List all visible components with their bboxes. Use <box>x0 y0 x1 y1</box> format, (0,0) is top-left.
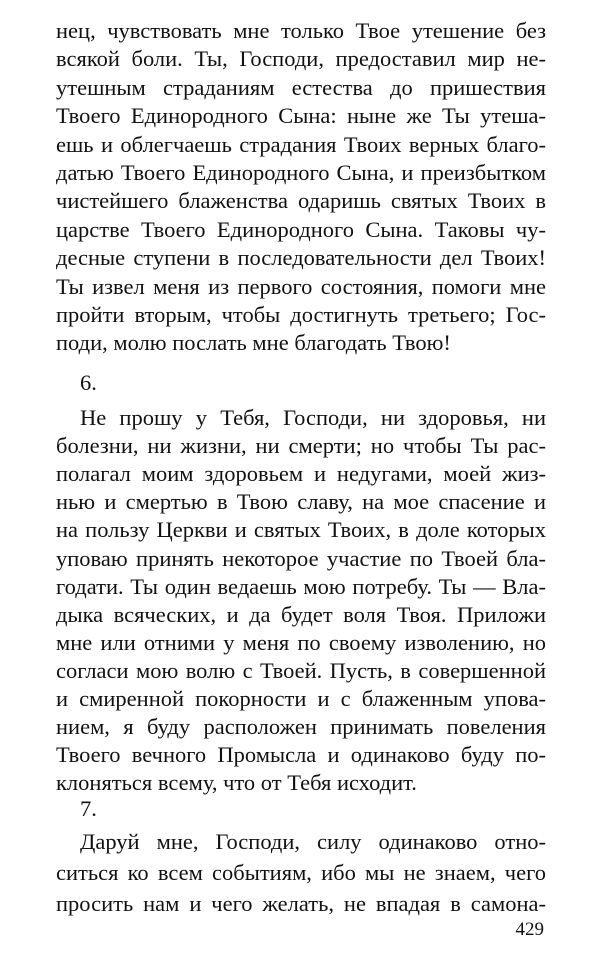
text-line: нием, я буду расположен принимать повеления <box>56 714 546 740</box>
page-number: 429 <box>515 919 544 940</box>
text-line: ситься ко всем событиям, ибо мы не знаем, чего <box>56 860 546 885</box>
text-line: нью и смертью в Твою славу, на мое спасение и <box>56 489 546 515</box>
text-line: пройти вторым, чтобы достигнуть третьего; Гос- <box>56 302 546 327</box>
text-line: утешным страданиям естества до пришествия <box>56 74 546 100</box>
text-line: поди, молю послать мне благодать Твою! <box>56 330 451 356</box>
text-line: согласи мою волю с Твоей. Пусть, в совершенной <box>56 657 546 683</box>
text-line: Ты извел меня из первого состояния, помоги мне <box>56 273 546 299</box>
text-line: мне или отними у меня по своему изволению, но <box>56 629 546 655</box>
text-line: нец, чувствовать мне только Твое утешение без <box>56 18 546 43</box>
text-line: царстве Твоего Единородного Сына. Таковы чу- <box>56 216 546 242</box>
text-line: и смиренной покорности и с блаженным упова- <box>56 686 546 711</box>
text-line: уповаю принять некоторое участие по Твоей бла- <box>56 545 546 571</box>
text-line: чистейшего блаженства одаришь святых Твоих в <box>56 188 546 214</box>
section-number: 6. <box>80 370 97 395</box>
text-line: просить нам и чего желать, не впадая в самона- <box>56 891 546 916</box>
text-line: ешь и облегчаешь страдания Твоих верных благо- <box>56 131 546 157</box>
text-line: десные ступени в последовательности дел Твоих! <box>56 245 546 271</box>
text-line: Твоего Единородного Сына: ныне же Ты утеша- <box>56 103 546 129</box>
text-line: Даруй мне, Господи, силу одинаково отно- <box>80 829 546 854</box>
text-line: Не прошу у Тебя, Господи, ни здоровья, ни <box>80 405 546 430</box>
text-line: датью Твоего Единородного Сына, и преизбытком <box>56 160 546 185</box>
text-line: дыка всяческих, и да будет воля Твоя. Приложи <box>56 601 546 627</box>
text-line: всякой боли. Ты, Господи, предоставил мир не- <box>56 46 546 72</box>
text-line: клоняться всему, что от Тебя исходит. <box>56 770 417 796</box>
text-line: болезни, ни жизни, ни смерти; но чтобы Ты рас- <box>56 433 546 459</box>
text-line: полагал моим здоровьем и недугами, моей жиз- <box>56 461 546 487</box>
text-line: годати. Ты один ведаешь мою потребу. Ты — Вла- <box>56 573 546 599</box>
text-line: Твоего вечного Промысла и одинаково буду по- <box>56 742 546 768</box>
text-line: на пользу Церкви и святых Твоих, в доле которых <box>56 517 546 543</box>
section-number: 7. <box>80 796 97 821</box>
